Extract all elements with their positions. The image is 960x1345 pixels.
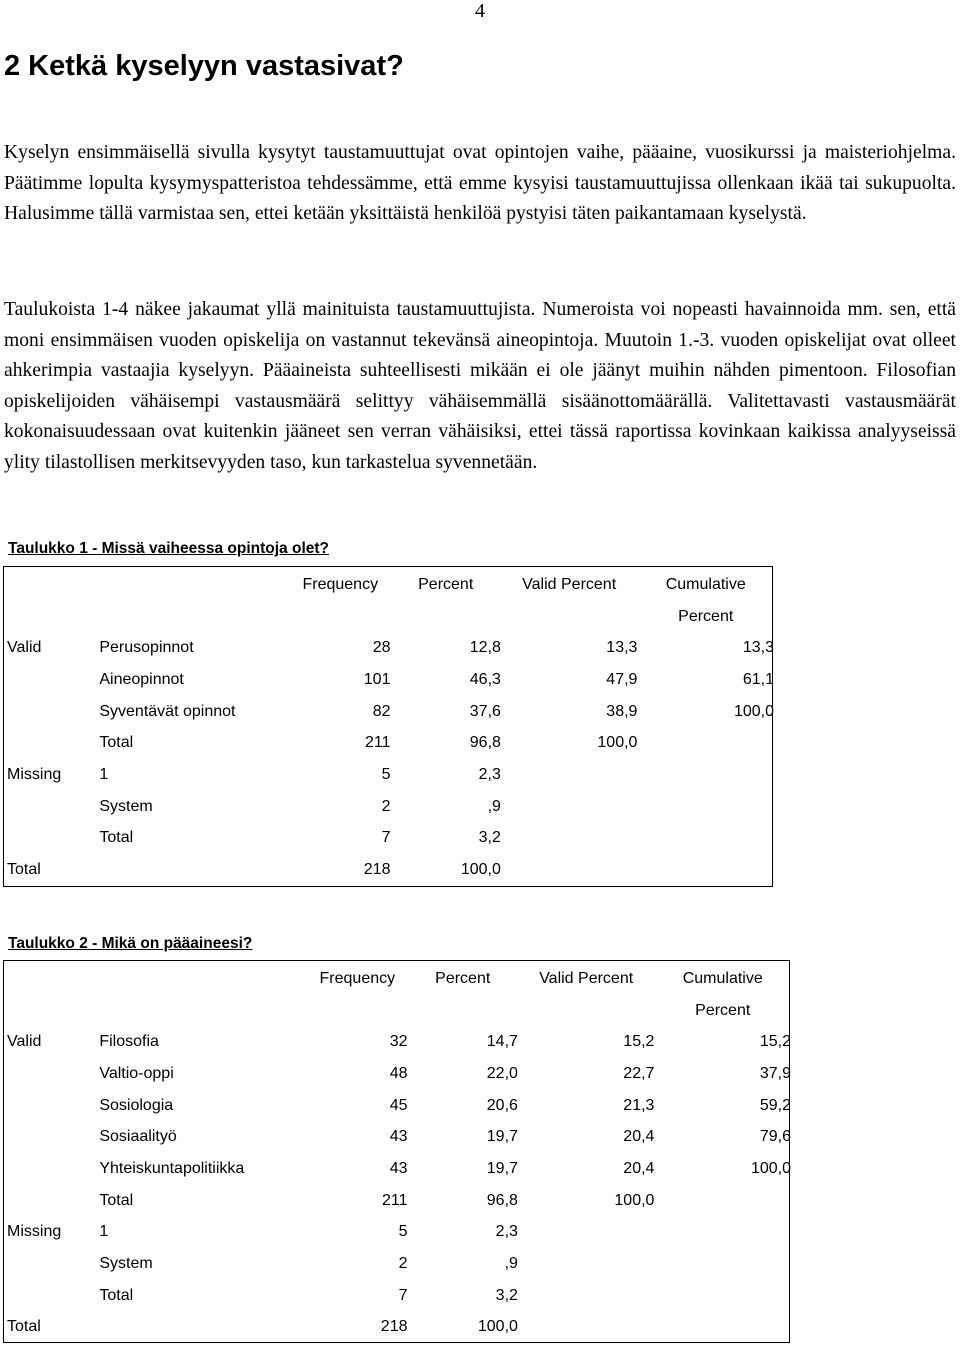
table-row — [7, 1312, 791, 1344]
row-group — [7, 1090, 99, 1122]
header-cumulative-percent: Percent — [695, 1001, 751, 1019]
cell-frequency: 7 — [381, 829, 391, 847]
cell-frequency: 5 — [398, 1223, 408, 1241]
cell-frequency: 5 — [381, 765, 391, 783]
table-row — [7, 1058, 791, 1090]
table-row — [7, 1153, 791, 1185]
cell-frequency: 2 — [398, 1255, 408, 1273]
cell-valid-percent — [501, 823, 638, 855]
cell-valid-percent: 100,0 — [614, 1191, 655, 1209]
cell-frequency: 43 — [389, 1159, 408, 1177]
table-row — [7, 1217, 791, 1249]
row-label: Valtio-oppi — [99, 1064, 174, 1082]
cell-frequency: 101 — [363, 670, 391, 688]
row-group — [7, 791, 99, 823]
cell-frequency: 32 — [389, 1033, 408, 1051]
cell-percent: 96,8 — [469, 734, 501, 752]
row-label: Total — [99, 1286, 134, 1304]
row-label: Sosiaalityö — [99, 1128, 177, 1146]
cell-percent: 37,6 — [469, 702, 501, 720]
cell-valid-percent — [518, 1248, 655, 1280]
row-group: Valid — [7, 1033, 42, 1051]
cell-valid-percent: 100,0 — [597, 734, 638, 752]
row-label: Perusopinnot — [99, 639, 194, 657]
row-group — [7, 823, 99, 855]
table-row — [7, 632, 774, 664]
table-row — [7, 696, 774, 728]
header-valid-percent: Valid Percent — [539, 969, 634, 987]
table-row — [7, 1090, 791, 1122]
cell-percent: 3,2 — [478, 829, 501, 847]
cell-frequency: 48 — [389, 1064, 408, 1082]
cell-cumulative-percent — [637, 791, 774, 823]
table-row — [7, 1280, 791, 1312]
row-label — [99, 854, 290, 886]
cell-cumulative-percent: 15,2 — [759, 1033, 791, 1051]
cell-percent: 19,7 — [486, 1159, 518, 1177]
section-heading: 2 Ketkä kyselyyn vastasivat? — [4, 50, 404, 82]
header-cumulative-percent: Percent — [678, 607, 734, 625]
table-1 — [3, 566, 773, 887]
row-label: System — [99, 1255, 153, 1273]
analysis-paragraph: Taulukoista 1-4 näkee jakaumat yllä mainituista taustamuuttujista. Numeroista voi nopeasti havainnoida mm. sen, että moni ensimmäisen vuoden opiskelija on vastannut tekevänsä aineopintoja. Muutoin 1.-3. vuoden opiskelijat ovat olleet ahkerimpia vastaajia kyselyyn. Pääaineista suhteellisesti mikään ei ole jäänyt muihin nähden pimentoon. Filosofian opiskelijoiden vähäisempi vastausmäärä selittyy vähäisemmällä sisäänottomäärällä. Valitettavasti vastausmäärät kokonaisuudessaan ovat kuitenkin jääneet sen verran vähäisiksi, ettei tässä raportissa kovinkaan kaikissa analyyseissä ylity tilastollisen merkitsevyyden taso, kun tarkastelua syvennetään. — [4, 299, 956, 473]
cell-frequency: 218 — [363, 861, 391, 879]
table-row — [7, 854, 774, 886]
table-row — [7, 759, 774, 791]
cell-valid-percent: 38,9 — [606, 702, 638, 720]
row-group — [7, 1121, 99, 1153]
cell-frequency: 2 — [381, 797, 391, 815]
table-2 — [3, 960, 790, 1343]
row-group: Total — [7, 861, 41, 879]
cell-cumulative-percent: 37,9 — [759, 1064, 791, 1082]
cell-valid-percent — [501, 854, 638, 886]
row-group: Total — [7, 1318, 41, 1336]
cell-valid-percent: 20,4 — [623, 1128, 655, 1146]
cell-percent: 22,0 — [486, 1064, 518, 1082]
cell-percent: 19,7 — [486, 1128, 518, 1146]
cell-valid-percent — [518, 1217, 655, 1249]
table-header-row — [7, 601, 774, 633]
row-group — [7, 1280, 99, 1312]
cell-percent: 46,3 — [469, 670, 501, 688]
cell-frequency: 211 — [381, 1191, 408, 1209]
cell-frequency: 43 — [389, 1128, 408, 1146]
cell-valid-percent: 21,3 — [623, 1096, 655, 1114]
row-label: Filosofia — [99, 1033, 159, 1051]
table-1-caption: Taulukko 1 - Missä vaiheessa opintoja olet? — [8, 540, 329, 557]
cell-frequency: 28 — [372, 639, 391, 657]
row-group — [7, 1185, 99, 1217]
cell-percent: ,9 — [504, 1255, 518, 1273]
cell-percent: ,9 — [487, 797, 501, 815]
row-label: Total — [99, 829, 134, 847]
table-row — [7, 791, 774, 823]
cell-frequency: 82 — [372, 702, 391, 720]
header-cumulative: Cumulative — [682, 969, 763, 987]
cell-valid-percent: 47,9 — [606, 670, 638, 688]
cell-valid-percent: 22,7 — [623, 1064, 655, 1082]
row-group — [7, 1248, 99, 1280]
row-label: 1 — [99, 1223, 109, 1241]
row-label — [99, 1312, 307, 1344]
cell-frequency: 45 — [389, 1096, 408, 1114]
header-percent: Percent — [418, 575, 474, 593]
cell-valid-percent — [518, 1312, 655, 1344]
row-group: Valid — [7, 639, 42, 657]
row-label: Aineopinnot — [99, 670, 184, 688]
row-group: Missing — [7, 765, 62, 783]
table-row — [7, 1248, 791, 1280]
cell-percent: 3,2 — [495, 1286, 518, 1304]
row-group — [7, 727, 99, 759]
row-group — [7, 696, 99, 728]
cell-percent: 96,8 — [486, 1191, 518, 1209]
row-label: 1 — [99, 765, 109, 783]
header-frequency: Frequency — [302, 575, 379, 593]
cell-valid-percent — [501, 759, 638, 791]
cell-cumulative-percent: 61,1 — [742, 670, 774, 688]
cell-cumulative-percent — [637, 823, 774, 855]
table-row — [7, 1121, 791, 1153]
row-label: Total — [99, 734, 134, 752]
cell-cumulative-percent — [654, 1280, 791, 1312]
cell-frequency: 211 — [364, 734, 391, 752]
row-group — [7, 1153, 99, 1185]
cell-cumulative-percent: 100,0 — [750, 1159, 791, 1177]
cell-percent: 2,3 — [478, 765, 501, 783]
cell-valid-percent: 20,4 — [623, 1159, 655, 1177]
table-row — [7, 1185, 791, 1217]
cell-cumulative-percent: 79,6 — [759, 1128, 791, 1146]
table-row — [7, 727, 774, 759]
cell-frequency: 218 — [380, 1318, 408, 1336]
cell-percent: 12,8 — [469, 639, 501, 657]
cell-percent: 100,0 — [477, 1318, 518, 1336]
row-group — [7, 664, 99, 696]
cell-percent: 14,7 — [486, 1033, 518, 1051]
cell-cumulative-percent: 59,2 — [759, 1096, 791, 1114]
table-2-caption: Taulukko 2 - Mikä on pääaineesi? — [8, 935, 253, 952]
row-group — [7, 1058, 99, 1090]
cell-cumulative-percent: 13,3 — [742, 639, 774, 657]
cell-cumulative-percent — [654, 1248, 791, 1280]
cell-percent: 100,0 — [460, 861, 501, 879]
row-label: System — [99, 797, 153, 815]
row-group: Missing — [7, 1223, 62, 1241]
cell-cumulative-percent — [654, 1312, 791, 1344]
row-label: Syventävät opinnot — [99, 702, 236, 720]
cell-cumulative-percent — [637, 854, 774, 886]
cell-cumulative-percent — [654, 1217, 791, 1249]
cell-valid-percent — [501, 791, 638, 823]
cell-cumulative-percent — [637, 727, 774, 759]
table-row — [7, 664, 774, 696]
intro-paragraph: Kyselyn ensimmäisellä sivulla kysytyt taustamuuttujat ovat opintojen vaihe, pääaine, vuosikurssi ja maisteriohjelma. Päätimme lopulta kysymyspatteristoa tehdessämme, että emme kysyisi taustamuuttujissa ollenkaan ikää tai sukupuolta. Halusimme tällä varmistaa sen, ettei ketään yksittäistä henkilöä pystyisi täten paikantamaan kyselystä. — [4, 142, 956, 225]
page-number: 4 — [475, 0, 485, 22]
cell-valid-percent — [518, 1280, 655, 1312]
cell-frequency: 7 — [398, 1286, 408, 1304]
table-header-row — [7, 569, 774, 601]
table-header-row — [7, 995, 791, 1027]
header-valid-percent: Valid Percent — [522, 575, 617, 593]
cell-percent: 2,3 — [495, 1223, 518, 1241]
header-cumulative: Cumulative — [665, 575, 746, 593]
cell-cumulative-percent — [637, 759, 774, 791]
row-label: Sosiologia — [99, 1096, 174, 1114]
cell-cumulative-percent: 100,0 — [733, 702, 774, 720]
header-percent: Percent — [435, 969, 491, 987]
row-label: Total — [99, 1191, 134, 1209]
table-header-row — [7, 963, 791, 995]
cell-valid-percent: 13,3 — [606, 639, 638, 657]
table-row — [7, 823, 774, 855]
row-label: Yhteiskuntapolitiikka — [99, 1159, 245, 1177]
header-frequency: Frequency — [319, 969, 396, 987]
cell-percent: 20,6 — [486, 1096, 518, 1114]
table-row — [7, 1026, 791, 1058]
cell-cumulative-percent — [654, 1185, 791, 1217]
cell-valid-percent: 15,2 — [623, 1033, 655, 1051]
